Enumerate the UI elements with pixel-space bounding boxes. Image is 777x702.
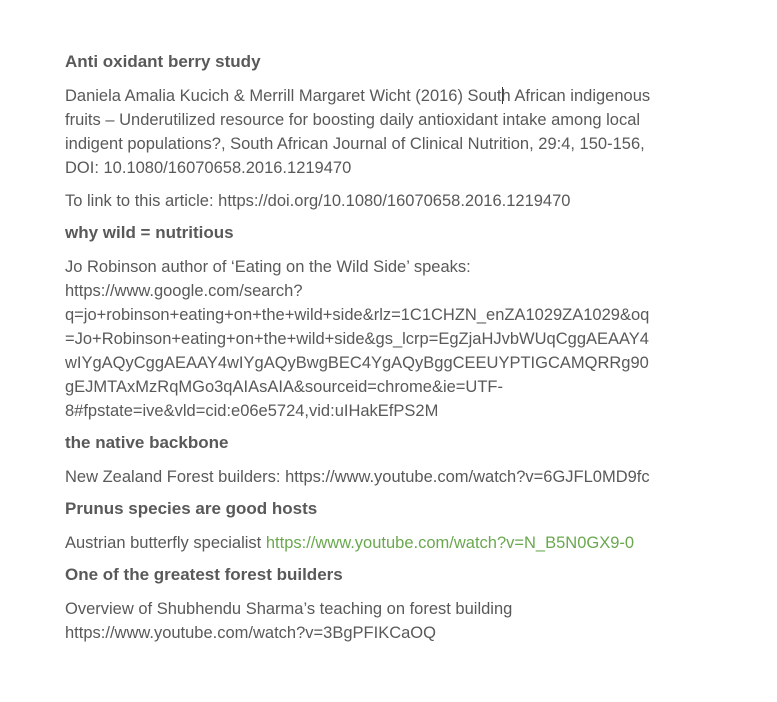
- document-body: [65, 51, 710, 654]
- citation-paragraph: [65, 84, 710, 180]
- butterfly-video-link[interactable]: https://www.youtube.com/watch?v=N_B5N0GX9-0: [265, 534, 635, 552]
- robinson-url-line-2[interactable]: q=jo+robinson+eating+on+the+wild+side&rlz=1C1CHZN_enZA1029ZA1029&oq: [65, 306, 650, 324]
- section-heading-forest-builders: One of the greatest forest builders: [65, 565, 343, 584]
- robinson-url-line-5[interactable]: gEJMTAxMzRqMGo3qAIAsAIA&sourceid=chrome&ie=UTF-: [65, 378, 503, 396]
- nz-forest-text[interactable]: New Zealand Forest builders: https://www.youtube.com/watch?v=6GJFL0MD9fc: [65, 468, 650, 486]
- citation-line-4[interactable]: DOI: 10.1080/16070658.2016.1219470: [65, 159, 352, 177]
- robinson-url-line-1[interactable]: https://www.google.com/search?: [65, 282, 303, 300]
- sharma-paragraph: [65, 597, 710, 645]
- citation-line-1-part-b: h African indigenous: [501, 87, 651, 105]
- citation-line-3[interactable]: indigent populations?, South African Journal of Clinical Nutrition, 29:4, 150-156,: [65, 135, 645, 153]
- section-heading-why-wild: why wild = nutritious: [65, 223, 234, 242]
- article-link-paragraph[interactable]: [65, 189, 710, 213]
- citation-line-1[interactable]: [65, 84, 710, 108]
- robinson-url-line-4[interactable]: wIYgAQyCggAEAAY4wIYgAQyBwgBEC4YgAQyBggCEEUYPTIGCAMQRRg90: [65, 354, 649, 372]
- section-heading-berry-study: Anti oxidant berry study: [65, 52, 261, 71]
- robinson-url-line-6[interactable]: 8#fpstate=ive&vld=cid:e06e5724,vid:uIHakEfPS2M: [65, 402, 439, 420]
- citation-line-2[interactable]: fruits – Underutilized resource for boosting daily antioxidant intake among local: [65, 111, 641, 129]
- citation-line-1-part-a: Daniela Amalia Kucich & Merrill Margaret Wicht (2016) Sout: [65, 87, 502, 105]
- section-heading-native-backbone: the native backbone: [65, 433, 229, 452]
- butterfly-text: Austrian butterfly specialist: [65, 534, 266, 552]
- sharma-line-1[interactable]: Overview of Shubhendu Sharma’s teaching on forest building: [65, 600, 513, 618]
- butterfly-line: [65, 531, 710, 555]
- robinson-url-line-3[interactable]: =Jo+Robinson+eating+on+the+wild+side&gs_lcrp=EgZjaHJvbWUqCggAEAAY4: [65, 330, 649, 348]
- robinson-line-1[interactable]: Jo Robinson author of ‘Eating on the Wild Side’ speaks:: [65, 258, 471, 276]
- robinson-paragraph: [65, 255, 710, 423]
- section-heading-prunus: Prunus species are good hosts: [65, 499, 318, 518]
- butterfly-paragraph: [65, 531, 710, 555]
- article-link-text[interactable]: To link to this article: https://doi.org/10.1080/16070658.2016.1219470: [65, 192, 571, 210]
- sharma-url-line[interactable]: https://www.youtube.com/watch?v=3BgPFIKCaOQ: [65, 624, 436, 642]
- nz-forest-paragraph: [65, 465, 710, 489]
